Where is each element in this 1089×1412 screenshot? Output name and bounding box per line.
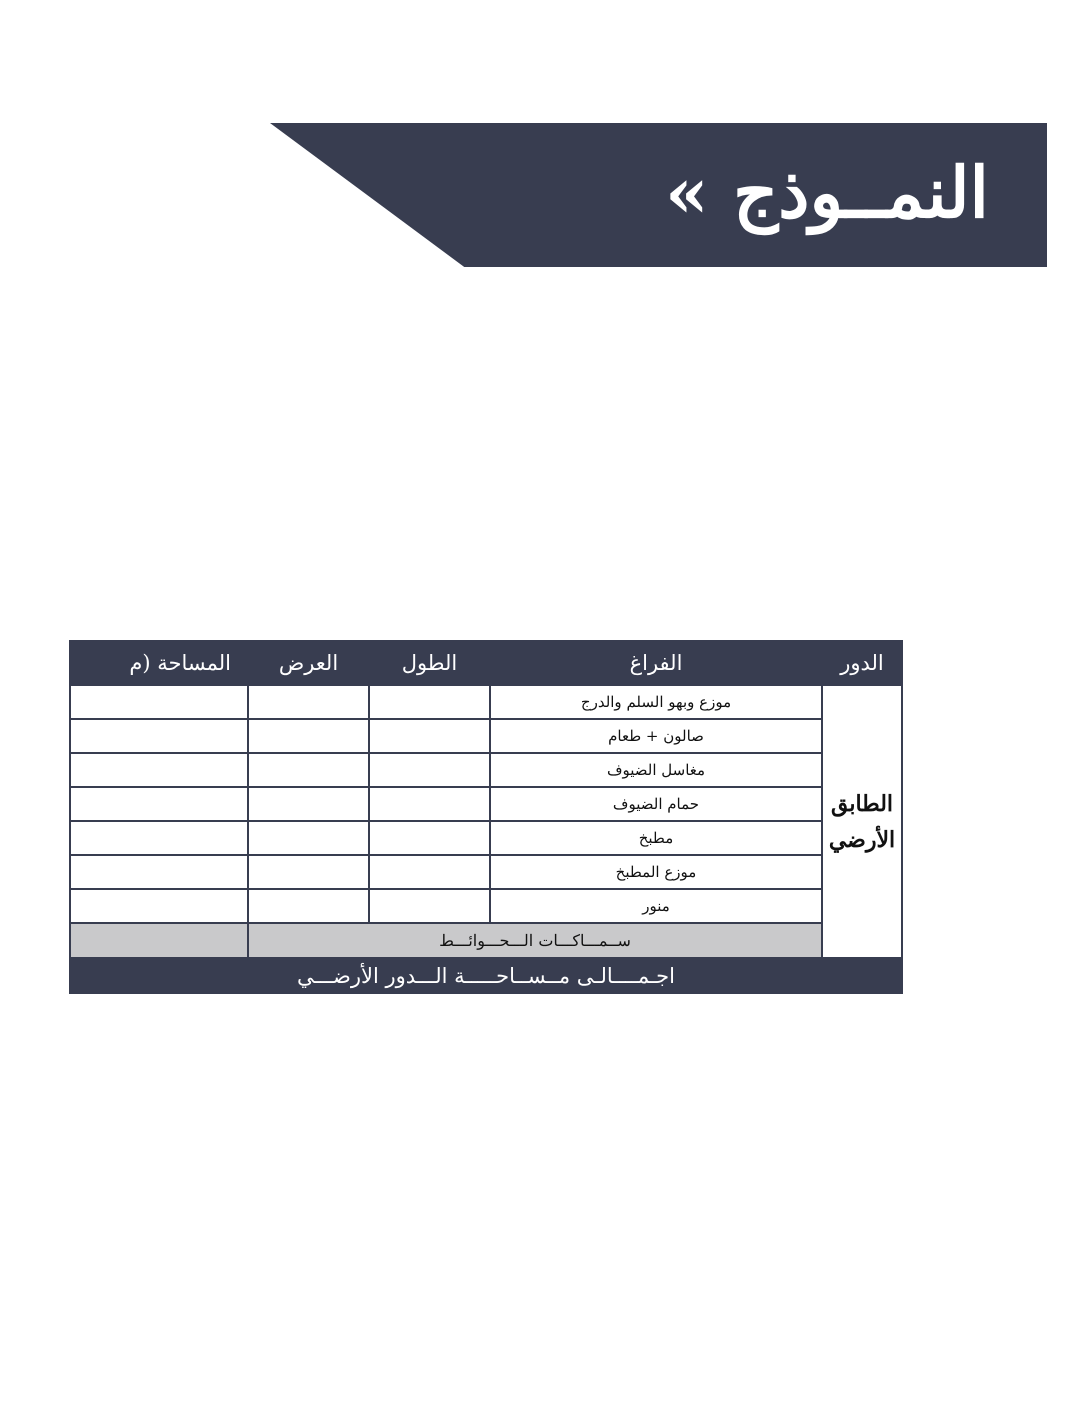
header-width: العرض	[248, 641, 369, 685]
header-space: الفراغ	[490, 641, 822, 685]
space-cell: حمام الضيوف	[490, 787, 822, 821]
length-cell[interactable]	[369, 889, 490, 923]
page-title: النمــوذج »	[664, 151, 989, 234]
table-row	[70, 685, 902, 719]
space-cell: صالون + طعام	[490, 719, 822, 753]
header-area: المساحة (م	[70, 641, 248, 685]
length-cell[interactable]	[369, 719, 490, 753]
space-cell: موزع المطبخ	[490, 855, 822, 889]
area-cell[interactable]	[70, 685, 248, 719]
space-cell: منور	[490, 889, 822, 923]
areas-table	[69, 640, 903, 994]
space-cell: موزع وبهو السلم والدرج	[490, 685, 822, 719]
table-row	[70, 855, 902, 889]
area-cell[interactable]	[70, 889, 248, 923]
table-header-row	[70, 641, 902, 685]
width-cell[interactable]	[248, 855, 369, 889]
floor-name-line1: الطابق	[830, 790, 894, 817]
length-cell[interactable]	[369, 855, 490, 889]
total-row	[70, 958, 902, 993]
width-cell[interactable]	[248, 889, 369, 923]
floor-name-line2: الأرضي	[828, 826, 896, 853]
table-row	[70, 753, 902, 787]
area-cell[interactable]	[70, 753, 248, 787]
length-cell[interactable]	[369, 787, 490, 821]
walls-area-cell[interactable]	[70, 923, 248, 958]
width-cell[interactable]	[248, 787, 369, 821]
space-cell: مغاسل الضيوف	[490, 753, 822, 787]
table-row	[70, 787, 902, 821]
table-row	[70, 821, 902, 855]
length-cell[interactable]	[369, 753, 490, 787]
header-length: الطول	[369, 641, 490, 685]
floor-cell	[822, 685, 902, 958]
table-row	[70, 719, 902, 753]
areas-table-container	[69, 640, 901, 998]
area-cell[interactable]	[70, 719, 248, 753]
space-cell: مطبخ	[490, 821, 822, 855]
width-cell[interactable]	[248, 685, 369, 719]
area-cell[interactable]	[70, 821, 248, 855]
table-row	[70, 889, 902, 923]
walls-row	[70, 923, 902, 958]
length-cell[interactable]	[369, 821, 490, 855]
length-cell[interactable]	[369, 685, 490, 719]
width-cell[interactable]	[248, 753, 369, 787]
walls-label: ســمـــاكـــات الـــحـــوائـــط	[248, 923, 822, 958]
area-cell[interactable]	[70, 787, 248, 821]
header-floor: الدور	[822, 641, 902, 685]
total-label: اجـمــــالـى مــســاحـــــة الـــدور الأرضـــي	[70, 958, 902, 993]
area-cell[interactable]	[70, 855, 248, 889]
width-cell[interactable]	[248, 719, 369, 753]
width-cell[interactable]	[248, 821, 369, 855]
